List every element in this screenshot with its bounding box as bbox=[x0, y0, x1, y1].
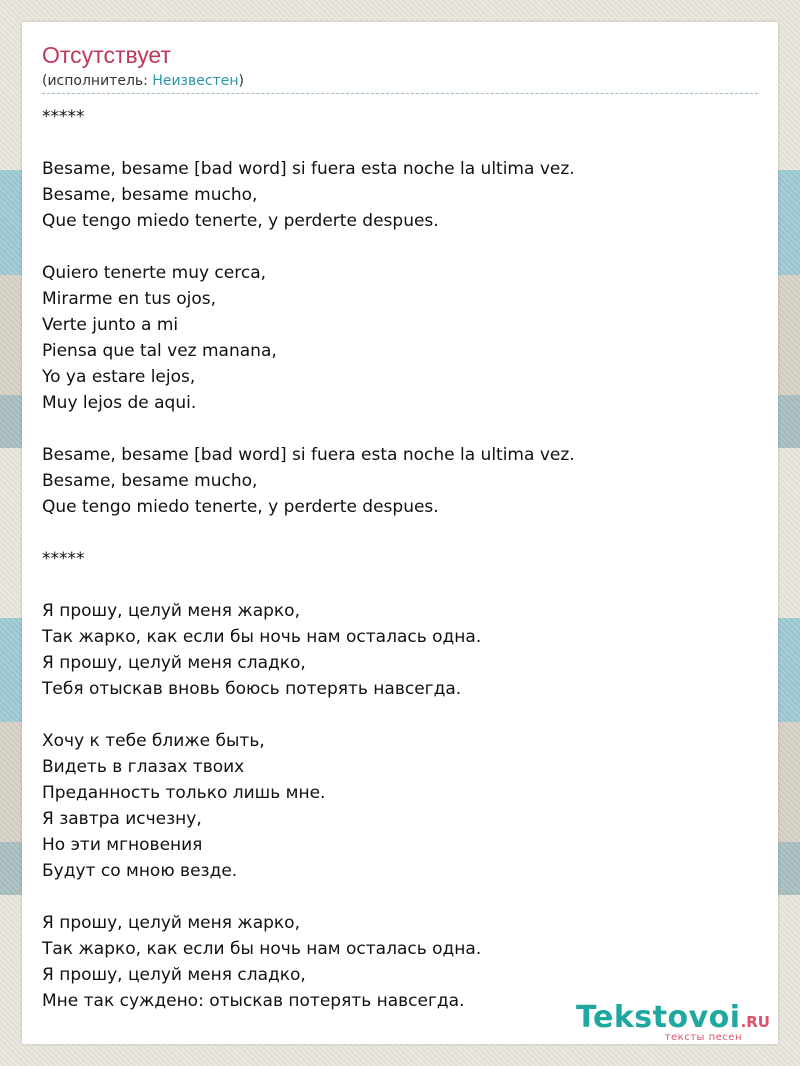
logo-tld: .RU bbox=[740, 1013, 770, 1031]
lyric-line bbox=[42, 130, 758, 156]
lyric-line: Verte junto a mi bbox=[42, 315, 179, 335]
artist-link[interactable]: Неизвестен bbox=[152, 73, 239, 89]
lyric-line: Видеть в глазах твоих bbox=[42, 757, 245, 777]
lyric-line: Mirarme en tus ojos, bbox=[42, 289, 217, 309]
lyric-line: Так жарко, как если бы ночь нам осталась одна. bbox=[42, 627, 482, 647]
artist-line bbox=[42, 73, 244, 89]
lyric-line: Besame, besame [bad word] si fuera esta noche la ultima vez. bbox=[42, 159, 575, 179]
lyric-line: Тебя отыскав вновь боюсь потерять навсегда. bbox=[42, 679, 462, 699]
artist-prefix: (исполнитель: bbox=[42, 73, 153, 89]
lyric-line: Besame, besame mucho, bbox=[42, 471, 258, 491]
lyric-line: Хочу к тебе ближе быть, bbox=[42, 731, 265, 751]
lyric-line bbox=[42, 234, 758, 260]
lyric-line: Я прошу, целуй меня жарко, bbox=[42, 601, 300, 621]
artist-suffix: ) bbox=[238, 73, 244, 89]
lyric-line: Преданность только лишь мне. bbox=[42, 783, 326, 803]
lyric-line: Мне так суждено: отыскав потерять навсегда. bbox=[42, 991, 465, 1011]
lyric-line: Muy lejos de aqui. bbox=[42, 393, 197, 413]
song-title: Отсутствует bbox=[42, 42, 171, 68]
lyric-line: Но эти мгновения bbox=[42, 835, 203, 855]
lyric-line bbox=[42, 884, 758, 910]
lyric-line: ***** bbox=[42, 107, 85, 127]
lyric-line: Я прошу, целуй меня сладко, bbox=[42, 965, 306, 985]
lyric-line: Que tengo miedo tenerte, y perderte despues. bbox=[42, 211, 439, 231]
lyric-line: Besame, besame mucho, bbox=[42, 185, 258, 205]
lyric-line bbox=[42, 572, 758, 598]
lyric-line: Я прошу, целуй меня жарко, bbox=[42, 913, 300, 933]
lyric-line: Я завтра исчезну, bbox=[42, 809, 202, 829]
lyric-line: Quiero tenerte muy cerca, bbox=[42, 263, 267, 283]
lyric-line: ***** bbox=[42, 549, 85, 569]
lyric-line: Я прошу, целуй меня сладко, bbox=[42, 653, 306, 673]
dashed-divider bbox=[42, 93, 758, 94]
lyric-line bbox=[42, 702, 758, 728]
lyric-line: Piensa que tal vez manana, bbox=[42, 341, 277, 361]
lyric-line bbox=[42, 520, 758, 546]
lyric-line: Que tengo miedo tenerte, y perderte despues. bbox=[42, 497, 439, 517]
lyrics-text bbox=[42, 104, 758, 1014]
lyric-line: Yo ya estare lejos, bbox=[42, 367, 196, 387]
lyric-line: Так жарко, как если бы ночь нам осталась одна. bbox=[42, 939, 482, 959]
logo-name: Tekstovoi bbox=[576, 1000, 741, 1035]
lyric-line: Besame, besame [bad word] si fuera esta noche la ultima vez. bbox=[42, 445, 575, 465]
lyric-line bbox=[42, 416, 758, 442]
lyrics-card bbox=[22, 22, 778, 1044]
lyric-line: Будут со мною везде. bbox=[42, 861, 238, 881]
logo-tagline: тексты песен bbox=[664, 1032, 742, 1043]
